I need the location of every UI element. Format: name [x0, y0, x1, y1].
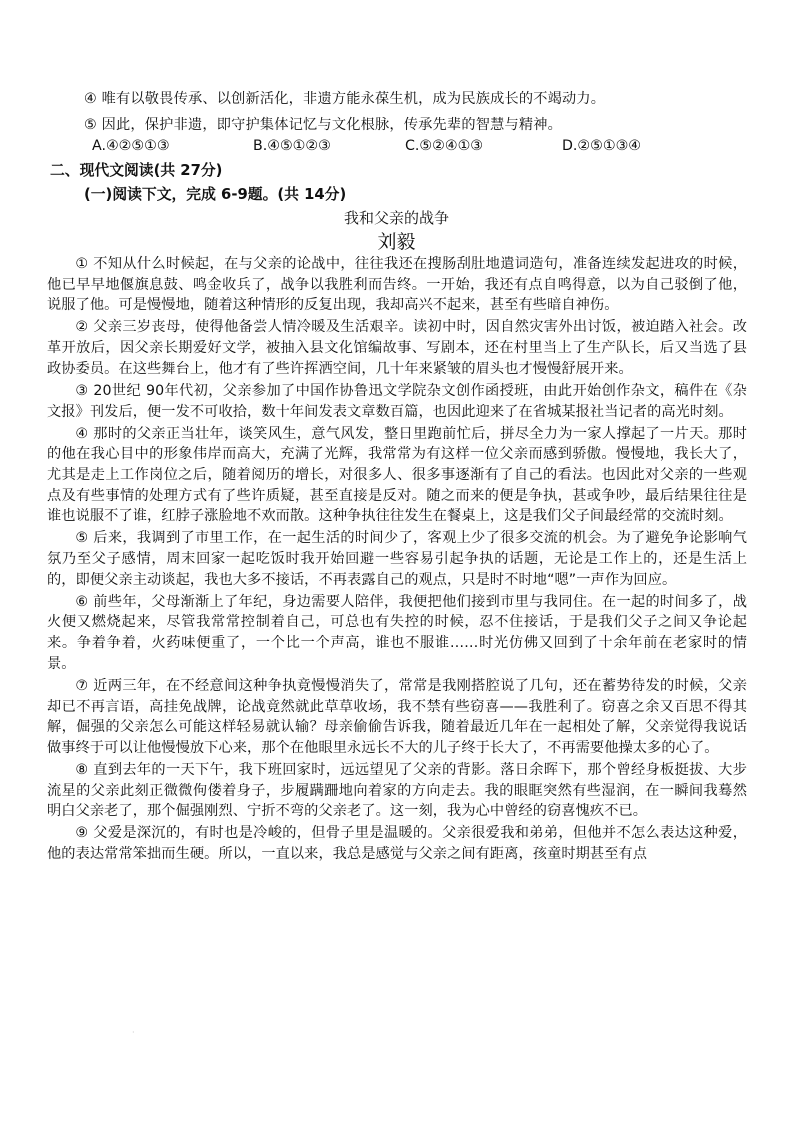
- article-title: 我和父亲的战争: [343, 209, 449, 227]
- paragraph-2: ② 父亲三岁丧母，使得他备尝人情冷暖及生活艰辛。读初中时，因自然灾害外出讨饭，被迫踏入社会。改革开放后，因父亲长期爱好文学，被抽入县文化馆编故事、写剧本，还在村里当上了生产队长，后又当选了县政协委员。在这些舞台上，他才有了些许挥洒空间，几十年来紧皱的眉头也才慢慢舒展开来。: [47, 319, 747, 377]
- paragraph-7: ⑦ 近两三年，在不经意间这种争执竟慢慢消失了，常常是我刚搭腔说了几句，还在蓄势待发的时候，父亲却已不再言语，高挂免战牌，论战竟然就此草草收场，我不禁有些窃喜——我胜利了。窃喜之余又百思不得其解，倔强的父亲怎么可能这样轻易就认输？母亲偷偷告诉我，随着最近几年在一起相处了解，父亲觉得我说话做事终于可以让他慢慢放下心来，那个在他眼里永远长不大的儿子终于长大了，不再需要他操太多的心了。: [47, 677, 747, 756]
- paragraph-9: ⑨ 父爱是深沉的，有时也是冷峻的，但骨子里是温暖的。父亲很爱我和弟弟，但他并不怎么表达这种爱，他的表达常常笨拙而生硬。所以，一直以来，我总是感觉与父亲之间有距离，孩童时期甚至有点: [47, 825, 747, 863]
- option-d[interactable]: D.②⑤①③④: [562, 138, 642, 154]
- option-a[interactable]: A.④②⑤①③: [92, 138, 170, 154]
- subsection-heading: (一)阅读下文，完成 6-9题。(共 14分): [84, 186, 347, 203]
- paragraph-1: ① 不知从什么时候起，在与父亲的论战中，往往我还在搜肠刮肚地遣词造句，准备连续发起进攻的时候，他已早早地偃旗息鼓、鸣金收兵了，战争以我胜利而告终。一开始，我还有点自鸣得意，以为自己驳倒了他，说服了他。可是慢慢地，随着这种情形的反复出现，我却高兴不起来，甚至有些暗自神伤。: [47, 256, 747, 314]
- paragraph-6: ⑥ 前些年，父母渐渐上了年纪，身边需要人陪伴，我便把他们接到市里与我同住。在一起的时间多了，战火便又燃烧起来，尽管我常常控制着自己，可总也有失控的时候，忍不住接话，于是我们父子之间又争论起来。争着争着，火药味便重了，一个比一个声高，谁也不服谁……时光仿佛又回到了十余年前在老家时的情景。: [47, 593, 747, 672]
- statement-5: ⑤ 因此，保护非遗，即守护集体记忆与文化根脉，传承先辈的智慧与精神。: [84, 117, 563, 133]
- paragraph-5: ⑤ 后来，我调到了市里工作，在一起生活的时间少了，客观上少了很多交流的机会。为了避免争论影响气氛乃至父子感情，周末回家一起吃饭时我开始回避一些容易引起争执的话题，无论是工作上的，还是生活上的，即便父亲主动谈起，我也大多不接话，不再表露自己的观点，只是时不时地“嗯”一声作为回应。: [47, 530, 747, 588]
- section-heading: 二、现代文阅读(共 27分): [50, 162, 223, 179]
- scan-speck: ·: [132, 1028, 135, 1037]
- paragraph-4: ④ 那时的父亲正当壮年，谈笑风生，意气风发，整日里跑前忙后，拼尽全力为一家人撑起了一片天。那时的他在我心目中的形象伟岸而高大，充满了光辉，我常常为有这样一位父亲而感到骄傲。慢慢地，我长大了，尤其是走上工作岗位之后，随着阅历的增长，对很多人、很多事逐渐有了自己的看法。也因此对父亲的一些观点及有些事情的处理方式有了些许质疑，甚至直接是反对。随之而来的便是争执，甚或争吵，最后结果往往是谁也说服不了谁，红脖子涨脸地不欢而散。这种争执往往发生在餐桌上，这是我们父子间最经常的交流时刻。: [47, 425, 747, 525]
- option-c[interactable]: C.⑤②④①③: [405, 138, 484, 154]
- statement-4: ④ 唯有以敬畏传承、以创新活化，非遗方能永葆生机，成为民族成长的不竭动力。: [84, 91, 606, 107]
- article-author: 刘毅: [377, 231, 416, 253]
- option-b[interactable]: B.④⑤①②③: [253, 138, 331, 154]
- article-body: [47, 254, 747, 865]
- paragraph-8: ⑧ 直到去年的一天下午，我下班回家时，远远望见了父亲的背影。落日余晖下，那个曾经身板挺拔、大步流星的父亲此刻正微微佝偻着身子，步履蹒跚地向着家的方向走去。我的眼眶突然有些湿润，在一瞬间我蓦然明白父亲老了，那个倔强刚烈、宁折不弯的父亲老了。这一刻，我为心中曾经的窃喜愧疚不已。: [47, 761, 747, 820]
- paragraph-3: ③ 20世纪 90年代初，父亲参加了中国作协鲁迅文学院杂文创作函授班，由此开始创作杂文，稿件在《杂文报》刊发后，便一发不可收拾，数十年间发表文章数百篇，也因此迎来了在省城某报社当记者的高光时刻。: [47, 382, 747, 420]
